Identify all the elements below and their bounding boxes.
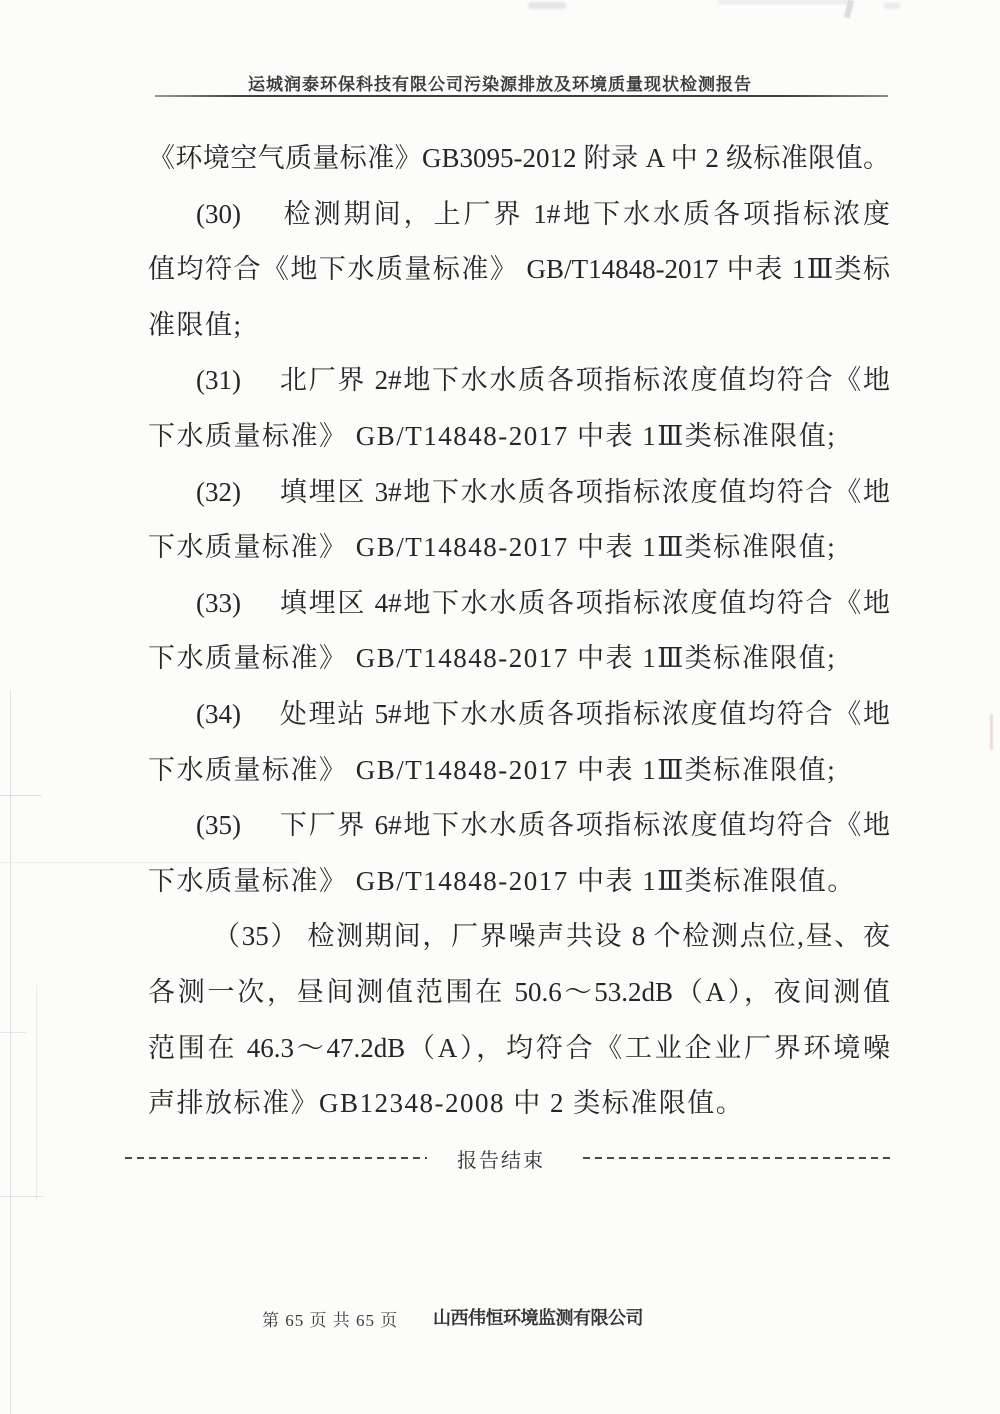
- dashed-line-right: [583, 1157, 890, 1159]
- footer-page-number: 第 65 页 共 65 页: [262, 1311, 399, 1330]
- body-line: (31) 北厂界 2#地下水水质各项指标浓度值均符合《地: [196, 365, 890, 396]
- body-line: 《环境空气质量标准》GB3095-2012 附录 A 中 2 级标准限值。: [148, 143, 890, 173]
- report-end-label: 报告结束: [457, 1149, 545, 1172]
- body-line: (30) 检测期间，上厂界 1#地下水水质各项指标浓度: [196, 198, 890, 229]
- page-header-title: 运城润泰环保科技有限公司污染源排放及环境质量现状检测报告: [248, 75, 752, 94]
- scan-artifact: [990, 714, 993, 750]
- scan-artifact: [844, 0, 854, 18]
- body-line: (32) 填埋区 3#地下水水质各项指标浓度值均符合《地: [196, 476, 890, 507]
- body-line: 声排放标准》GB12348-2008 中 2 类标准限值。: [148, 1088, 745, 1119]
- body-line: (34) 处理站 5#地下水水质各项指标浓度值均符合《地: [196, 698, 890, 729]
- body-line: 下水质量标准》 GB/T14848-2017 中表 1Ⅲ类标准限值。: [148, 865, 856, 896]
- body-line: 值均符合《地下水质量标准》 GB/T14848-2017 中表 1Ⅲ类标: [148, 254, 890, 285]
- body-line: 下水质量标准》 GB/T14848-2017 中表 1Ⅲ类标准限值;: [148, 643, 837, 674]
- report-end-divider: [125, 1143, 890, 1173]
- footer-company-name: 山西伟恒环境监测有限公司: [433, 1308, 643, 1328]
- scan-artifact: [0, 1196, 44, 1197]
- scan-artifact: [0, 795, 42, 796]
- scan-artifact: [718, 0, 848, 4]
- scan-artifact: [0, 1032, 26, 1033]
- body-line: （35） 检测期间，厂界噪声共设 8 个检测点位,昼、夜: [213, 921, 890, 952]
- body-line: 下水质量标准》 GB/T14848-2017 中表 1Ⅲ类标准限值;: [148, 754, 837, 785]
- scan-artifact: [36, 985, 37, 1200]
- body-line: 准限值;: [148, 309, 243, 340]
- report-body: [148, 131, 890, 1132]
- body-line: 各测一次，昼间测值范围在 50.6～53.2dB（A），夜间测值: [148, 976, 890, 1007]
- dashed-line-left: [125, 1157, 427, 1159]
- body-line: (35) 下厂界 6#地下水水质各项指标浓度值均符合《地: [196, 810, 890, 841]
- header-rule: [155, 95, 888, 97]
- body-line: 下水质量标准》 GB/T14848-2017 中表 1Ⅲ类标准限值;: [148, 420, 837, 451]
- body-line: (33) 填埋区 4#地下水水质各项指标浓度值均符合《地: [196, 587, 890, 618]
- page-footer: [0, 1304, 1000, 1332]
- body-line: 下水质量标准》 GB/T14848-2017 中表 1Ⅲ类标准限值;: [148, 532, 837, 563]
- body-line: 范围在 46.3～47.2dB（A），均符合《工业企业厂界环境噪: [148, 1032, 890, 1063]
- scan-artifact: [528, 2, 566, 9]
- scan-artifact: [884, 3, 900, 9]
